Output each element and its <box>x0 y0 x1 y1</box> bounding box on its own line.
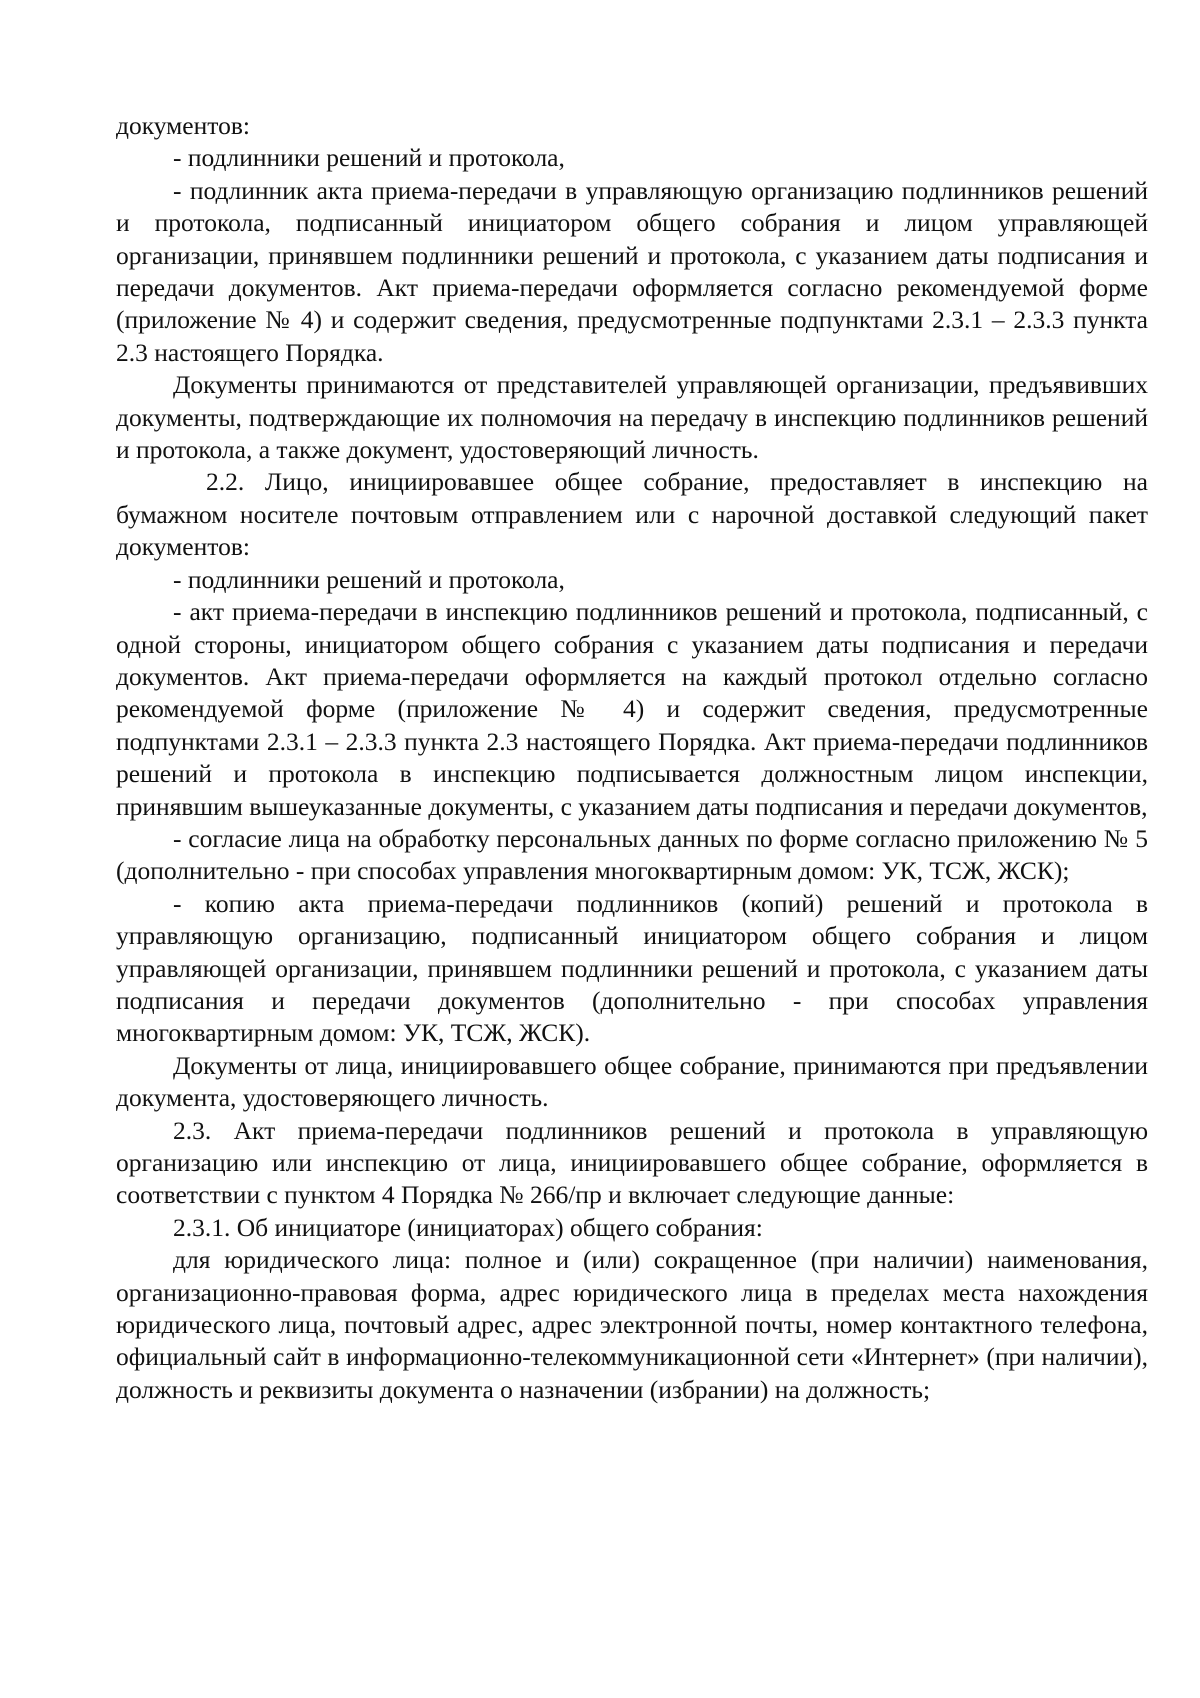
list-item: - согласие лица на обработку персональных данных по форме согласно приложению № 5 (дополнительно - при способах управления многоквартирным домом: УК, ТСЖ, ЖСК); <box>116 823 1148 886</box>
paragraph: 2.2. Лицо, инициировавшее общее собрание, предоставляет в инспекцию на бумажном носителе почтовым отправлением или с нарочной доставкой следующий пакет документов: <box>116 467 1148 562</box>
paragraph: Документы принимаются от представителей управляющей организации, предъявивших документы, подтверждающие их полномочия на передачу в инспекцию подлинников решений и протокола, а также документ, удостоверяющий личность. <box>116 370 1148 465</box>
list-item: - акт приема-передачи в инспекцию подлинников решений и протокола, подписанный, с одной стороны, инициатором общего собрания с указанием даты подписания и передачи документов. Акт приема-передачи оформляется на каждый протокол отдельно согласно рекомендуемой форме (приложение № 4) и содержит сведения, предусмотренные подпунктами 2.3.1 – 2.3.3 пункта 2.3 настоящего Порядка. Акт приема-передачи подлинников решений и протокола в инспекцию подписывается должностным лицом инспекции, принявшим вышеуказанные документы, с указанием даты подписания и передачи документов, <box>116 597 1148 821</box>
paragraph: для юридического лица: полное и (или) сокращенное (при наличии) наименования, организационно-правовая форма, адрес юридического лица в пределах места нахождения юридического лица, почтовый адрес, адрес электронной почты, номер контактного телефона, официальный сайт в информационно-телекоммуникационной сети «Интернет» (при наличии), должность и реквизиты документа о назначении (избрании) на должность; <box>116 1245 1148 1404</box>
list-item: - подлинники решений и протокола, <box>173 143 565 173</box>
paragraph: 2.3. Акт приема-передачи подлинников решений и протокола в управляющую организацию или инспекцию от лица, инициировавшего общее собрание, оформляется в соответствии с пунктом 4 Порядка № 266/пр и включает следующие данные: <box>116 1115 1148 1210</box>
paragraph: 2.3.1. Об инициаторе (инициаторах) общего собрания: <box>173 1212 763 1242</box>
paragraph: Документы от лица, инициировавшего общее собрание, принимаются при предъявлении документа, удостоверяющего личность. <box>116 1050 1148 1113</box>
paragraph: документов: <box>116 111 250 140</box>
list-item: - подлинник акта приема-передачи в управляющую организацию подлинников решений и протокола, подписанный инициатором общего собрания и лицом управляющей организации, принявшем подлинники решений и протокола, с указанием даты подписания и передачи документов. Акт приема-передачи оформляется согласно рекомендуемой форме (приложение № 4) и содержит сведения, предусмотренные подпунктами 2.3.1 – 2.3.3 пункта 2.3 настоящего Порядка. <box>116 175 1148 367</box>
document-page <box>116 110 1148 1406</box>
list-item: - подлинники решений и протокола, <box>173 564 565 594</box>
list-item: - копию акта приема-передачи подлинников (копий) решений и протокола в управляющую организацию, подписанный инициатором общего собрания и лицом управляющей организации, принявшем подлинники решений и протокола, с указанием даты подписания и передачи документов (дополнительно - при способах управления многоквартирным домом: УК, ТСЖ, ЖСК). <box>116 888 1148 1048</box>
